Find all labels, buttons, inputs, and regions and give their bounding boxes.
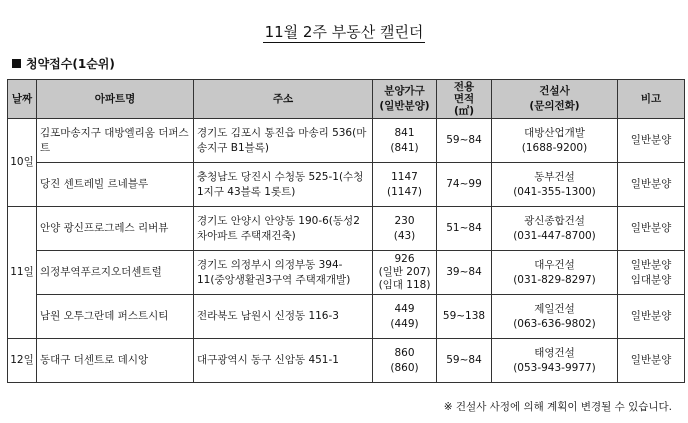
table-row xyxy=(8,339,685,383)
page-title-text: 11월 2주 부동산 캘린더 xyxy=(264,23,424,41)
table-header-row xyxy=(8,80,685,119)
column-header-builder: 건설사 (문의전화) xyxy=(492,80,618,119)
column-header-note: 비고 xyxy=(618,80,685,119)
address-cell: 전라북도 남원시 신정동 116-3 xyxy=(194,295,373,339)
footnote: ※ 건설사 사정에 의해 계획이 변경될 수 있습니다. xyxy=(443,401,672,413)
units-cell: 449 (449) xyxy=(373,295,437,339)
date-cell: 11일 xyxy=(8,207,37,339)
table-row xyxy=(8,207,685,251)
note-cell: 일반분양 xyxy=(618,295,685,339)
section-heading-label: 청약접수(1순위) xyxy=(26,57,115,71)
builder-cell: 제일건설 (063-636-9802) xyxy=(492,295,618,339)
note-cell: 일반분양 xyxy=(618,339,685,383)
builder-cell: 동부건설 (041-355-1300) xyxy=(492,163,618,207)
builder-cell: 태영건설 (053-943-9977) xyxy=(492,339,618,383)
units-cell: 926 (일반 207) (임대 118) xyxy=(373,251,437,295)
address-cell: 대구광역시 동구 신암동 451-1 xyxy=(194,339,373,383)
column-header-apartment: 아파트명 xyxy=(37,80,194,119)
units-cell: 1147 (1147) xyxy=(373,163,437,207)
address-cell: 경기도 김포시 통진읍 마송리 536(마송지구 B1블록) xyxy=(194,119,373,163)
column-header-units: 분양가구 (일반분양) xyxy=(373,80,437,119)
note-cell: 일반분양 xyxy=(618,163,685,207)
apartment-name-cell: 동대구 더센트로 데시앙 xyxy=(37,339,194,383)
note-cell: 일반분양 xyxy=(618,207,685,251)
apartment-name-cell: 의정부역푸르지오더센트럴 xyxy=(37,251,194,295)
area-cell: 59~84 xyxy=(437,339,492,383)
date-cell: 12일 xyxy=(8,339,37,383)
column-header-address: 주소 xyxy=(194,80,373,119)
page-title xyxy=(0,21,688,42)
note-cell: 일반분양 xyxy=(618,119,685,163)
units-cell: 230 (43) xyxy=(373,207,437,251)
note-cell: 일반분양 임대분양 xyxy=(618,251,685,295)
units-cell: 841 (841) xyxy=(373,119,437,163)
builder-cell: 대우건설 (031-829-8297) xyxy=(492,251,618,295)
area-cell: 39~84 xyxy=(437,251,492,295)
column-header-date: 날짜 xyxy=(8,80,37,119)
apartment-name-cell: 당진 센트레빌 르네블루 xyxy=(37,163,194,207)
calendar-table xyxy=(7,79,685,383)
apartment-name-cell: 남원 오투그란데 퍼스트시티 xyxy=(37,295,194,339)
table-row xyxy=(8,251,685,295)
area-cell: 51~84 xyxy=(437,207,492,251)
address-cell: 경기도 의정부시 의정부동 394-11(중앙생활권3구역 주택재개발) xyxy=(194,251,373,295)
section-heading xyxy=(12,55,115,72)
table-row xyxy=(8,119,685,163)
builder-cell: 대방산업개발 (1688-9200) xyxy=(492,119,618,163)
builder-cell: 광신종합건설 (031-447-8700) xyxy=(492,207,618,251)
area-cell: 59~138 xyxy=(437,295,492,339)
apartment-name-cell: 김포마송지구 대방엘리움 더퍼스트 xyxy=(37,119,194,163)
table-row xyxy=(8,295,685,339)
address-cell: 충청남도 당진시 수청동 525-1(수청1지구 43블록 1롯트) xyxy=(194,163,373,207)
apartment-name-cell: 안양 광신프로그레스 리버뷰 xyxy=(37,207,194,251)
date-cell: 10일 xyxy=(8,119,37,207)
square-bullet-icon xyxy=(12,59,21,68)
column-header-area: 전용 면적 (㎡) xyxy=(437,80,492,119)
area-cell: 74~99 xyxy=(437,163,492,207)
table-row xyxy=(8,163,685,207)
area-cell: 59~84 xyxy=(437,119,492,163)
units-cell: 860 (860) xyxy=(373,339,437,383)
address-cell: 경기도 안양시 안양동 190-6(동성2차아파트 주택재건축) xyxy=(194,207,373,251)
